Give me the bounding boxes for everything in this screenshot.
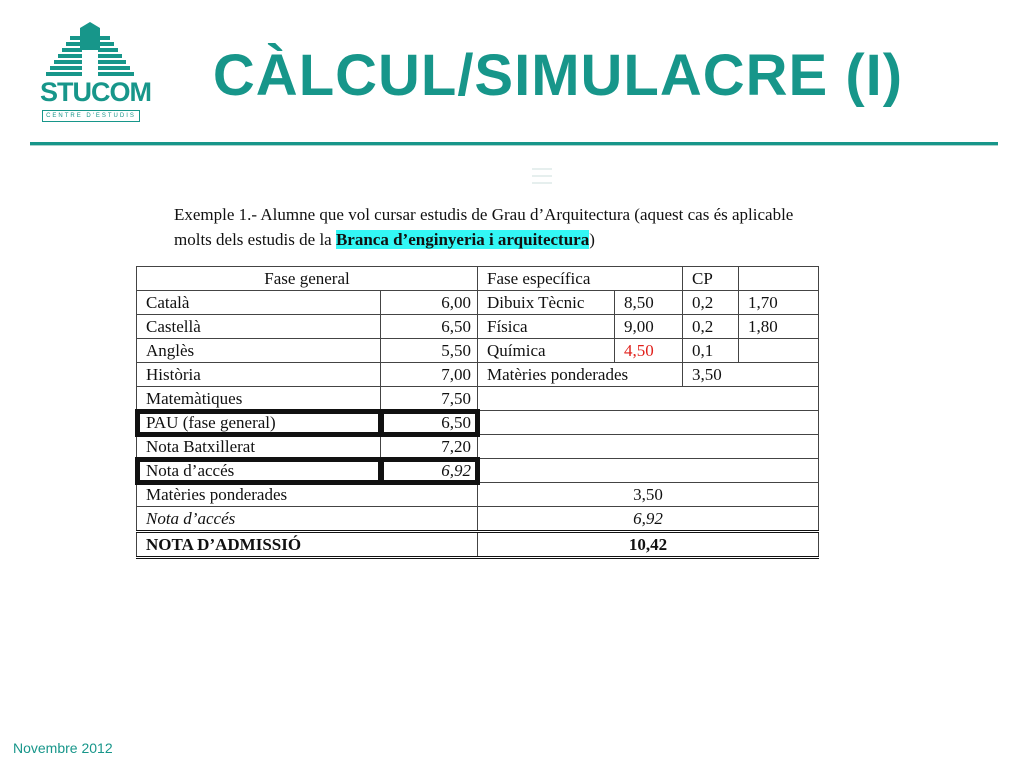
header-fase-especifica: Fase específica — [478, 267, 683, 291]
summary-row — [137, 507, 819, 532]
subject-grade: 6,00 — [381, 291, 478, 315]
pau-label: PAU (fase general) — [137, 411, 381, 435]
table-row — [137, 339, 819, 363]
weighted-value — [739, 339, 819, 363]
table-row — [137, 363, 819, 387]
summary-label: Nota d’accés — [137, 507, 478, 532]
pau-grade: 6,50 — [381, 411, 478, 435]
cp-value: 0,1 — [683, 339, 739, 363]
header-fase-general: Fase general — [137, 267, 478, 291]
intro-highlight: Branca d’enginyeria i arquitectura — [335, 230, 590, 249]
batxillerat-grade: 7,20 — [381, 435, 478, 459]
summary-label: Matèries ponderades — [137, 483, 478, 507]
subject-grade: 5,50 — [381, 339, 478, 363]
specific-subject: Física — [478, 315, 615, 339]
empty-cell — [478, 435, 819, 459]
summary-row-total — [137, 532, 819, 558]
subject-grade: 6,50 — [381, 315, 478, 339]
subject-label: Anglès — [137, 339, 381, 363]
table-row — [137, 411, 819, 435]
table-header-row — [137, 267, 819, 291]
specific-subject: Química — [478, 339, 615, 363]
access-grade-label: Nota d’accés — [137, 459, 381, 483]
empty-cell — [478, 387, 819, 411]
table-row — [137, 315, 819, 339]
admission-value: 10,42 — [478, 532, 819, 558]
faded-list-icon — [532, 168, 556, 198]
subject-label: Català — [137, 291, 381, 315]
weighted-subjects-label: Matèries ponderades — [478, 363, 683, 387]
header-cp: CP — [683, 267, 739, 291]
weighted-subjects-total: 3,50 — [683, 363, 819, 387]
logo-subtitle: CENTRE D'ESTUDIS — [42, 110, 140, 122]
footer-date: Novembre 2012 — [13, 740, 113, 756]
cp-value: 0,2 — [683, 315, 739, 339]
specific-subject: Dibuix Tècnic — [478, 291, 615, 315]
subject-label: Història — [137, 363, 381, 387]
intro-paragraph — [174, 202, 824, 252]
specific-grade-failing: 4,50 — [615, 339, 683, 363]
empty-cell — [478, 459, 819, 483]
intro-text-end: ) — [589, 230, 595, 249]
grades-table — [136, 266, 819, 559]
stucom-logo — [40, 22, 151, 122]
admission-label: NOTA D’ADMISSIÓ — [137, 532, 478, 558]
header-empty — [739, 267, 819, 291]
page-title: CÀLCUL/SIMULACRE (I) — [212, 43, 904, 108]
subject-label: Castellà — [137, 315, 381, 339]
access-grade-value: 6,92 — [381, 459, 478, 483]
title-divider-shadow — [30, 145, 998, 146]
weighted-value: 1,70 — [739, 291, 819, 315]
subject-label: Matemàtiques — [137, 387, 381, 411]
empty-cell — [478, 411, 819, 435]
summary-value: 3,50 — [478, 483, 819, 507]
cp-value: 0,2 — [683, 291, 739, 315]
subject-grade: 7,50 — [381, 387, 478, 411]
subject-grade: 7,00 — [381, 363, 478, 387]
stucom-logo-mark — [40, 22, 140, 80]
batxillerat-label: Nota Batxillerat — [137, 435, 381, 459]
summary-row — [137, 483, 819, 507]
summary-value: 6,92 — [478, 507, 819, 532]
logo-brand: STUCOM — [40, 77, 151, 107]
weighted-value: 1,80 — [739, 315, 819, 339]
table-row — [137, 291, 819, 315]
intro-text: Exemple 1.- Alumne que vol cursar estudis de Grau d’Arquitectura (aquest cas és aplicable molts dels estudis de la — [174, 205, 794, 249]
table-row — [137, 387, 819, 411]
table-row — [137, 435, 819, 459]
specific-grade: 8,50 — [615, 291, 683, 315]
specific-grade: 9,00 — [615, 315, 683, 339]
table-row — [137, 459, 819, 483]
